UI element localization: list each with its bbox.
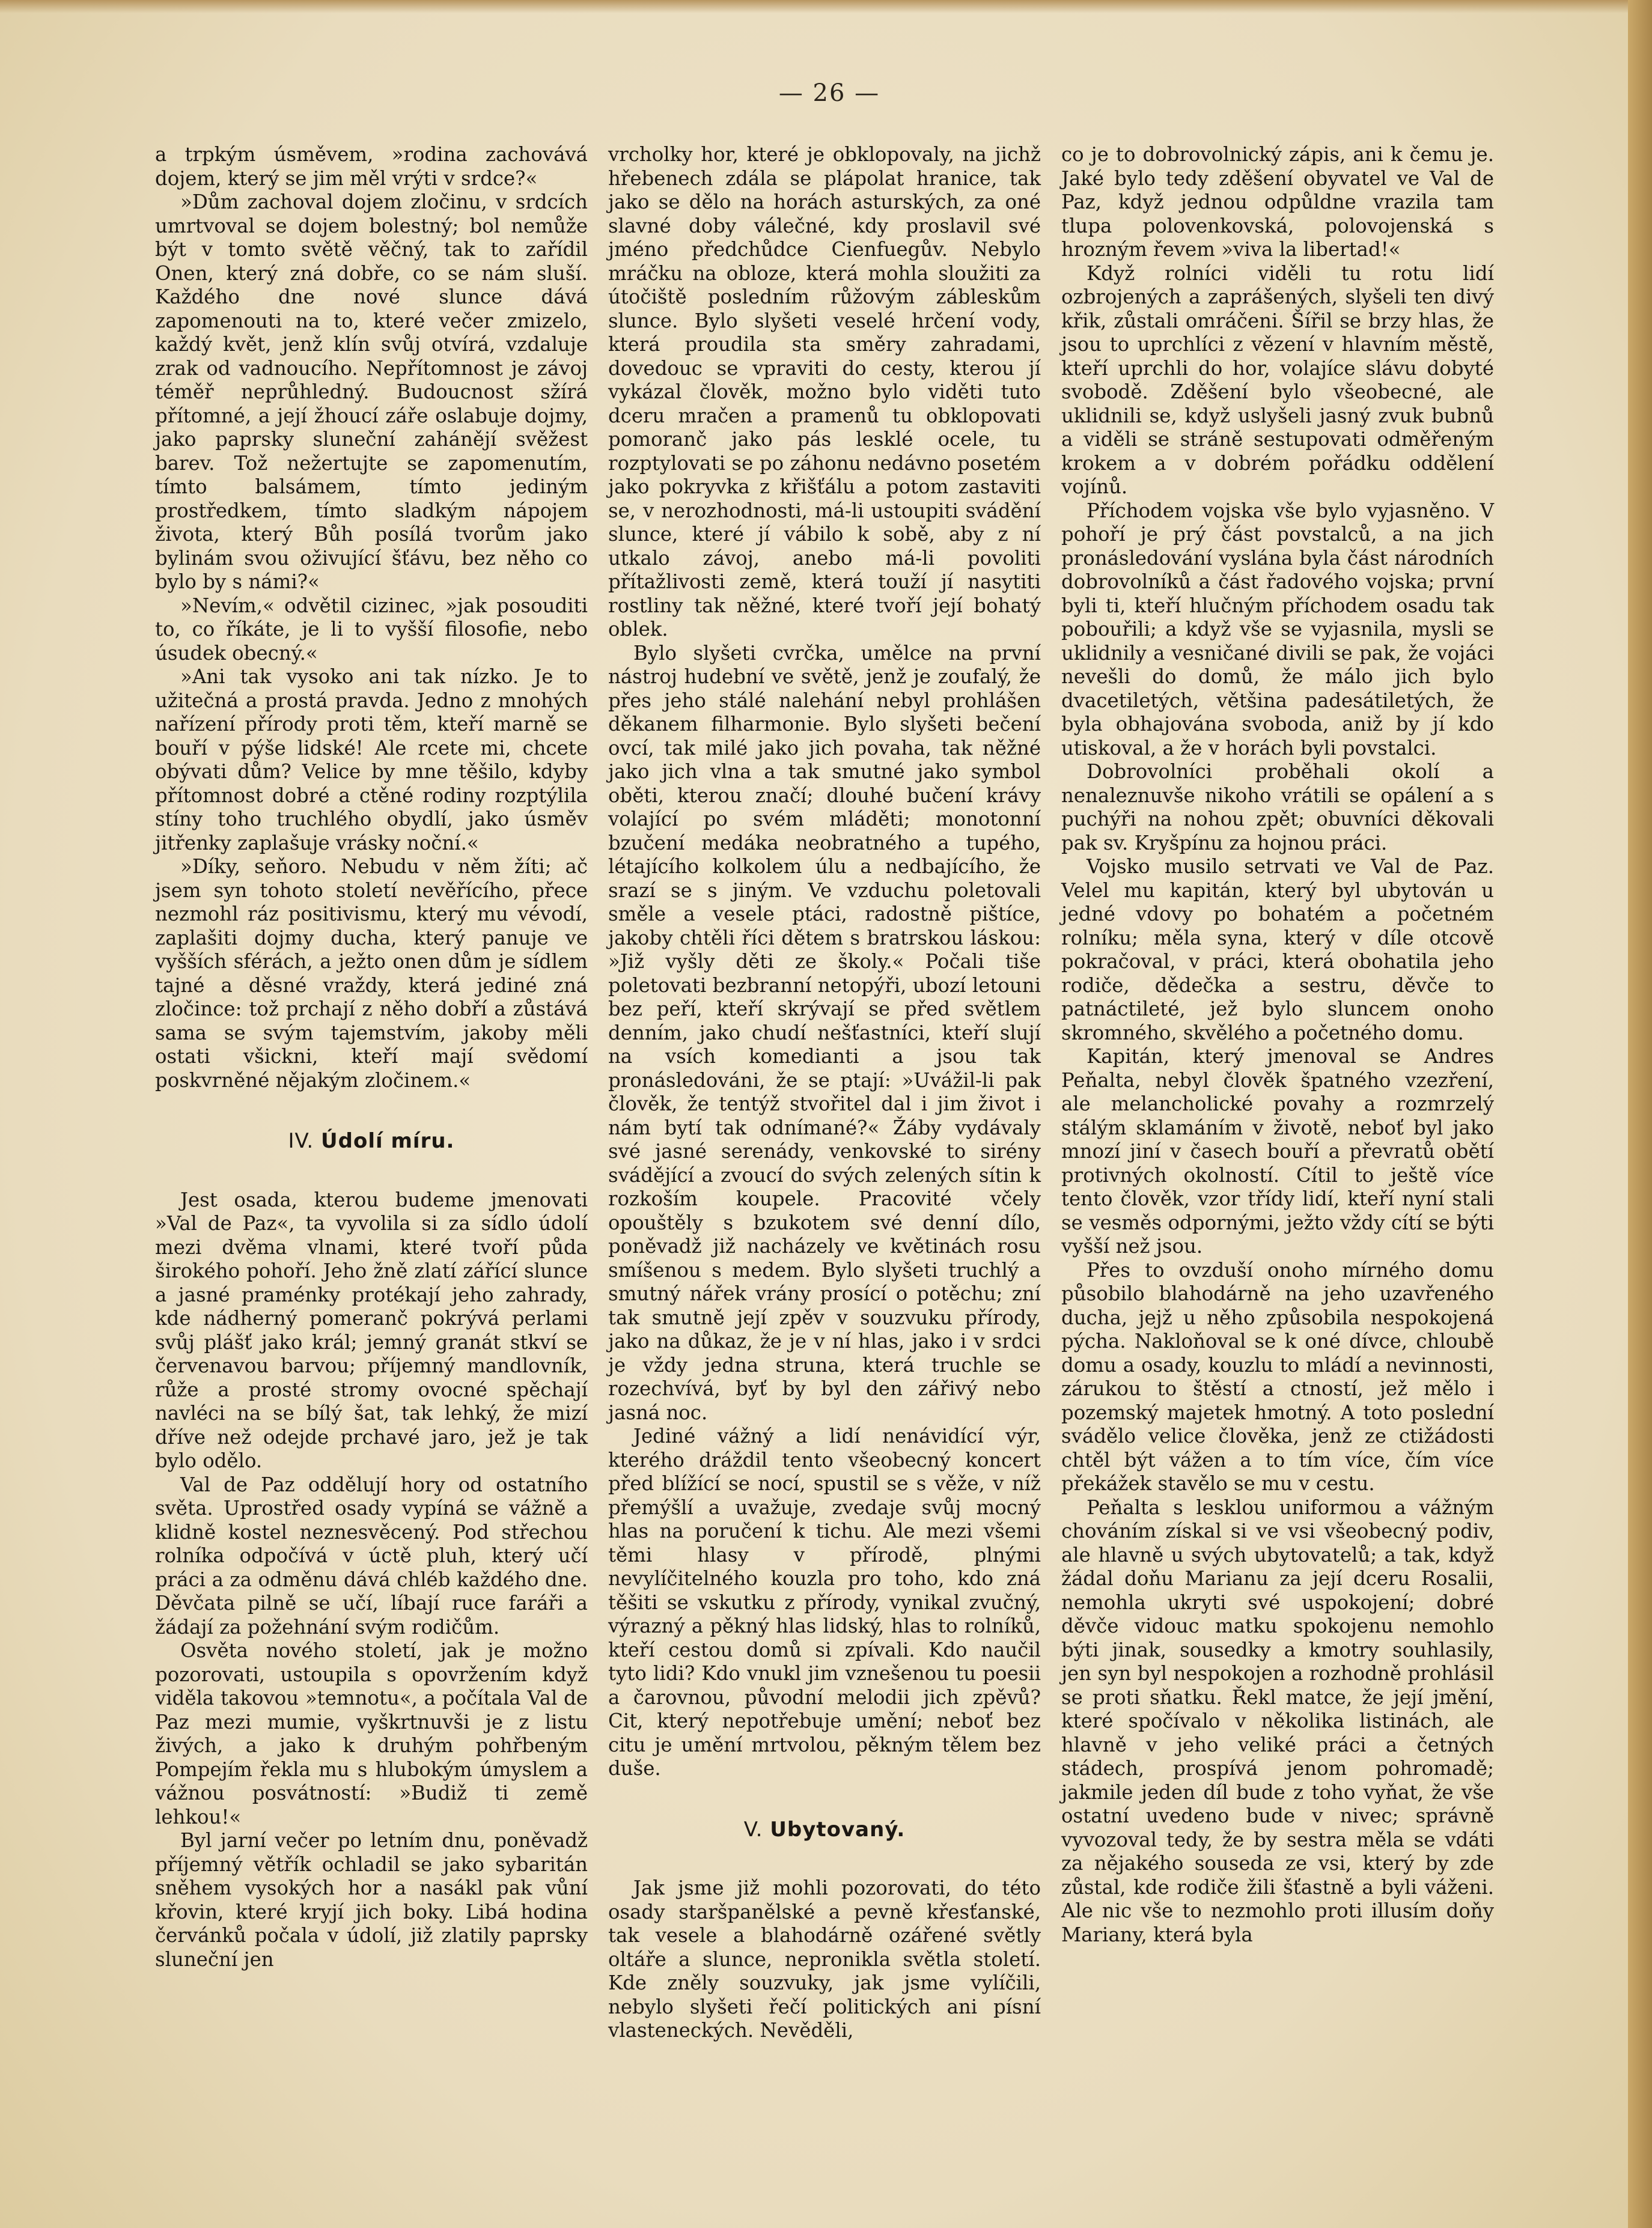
paragraph: »Díky, seňoro. Nebudu v něm žíti; ač jsem syn tohoto století nevěřícího, přece nezmohl ráz positivismu, který mu vévodí, zaplašiti dojmy ducha, který panuje ve vyšších sférách, a ježto onen dům je sídlem tajné a děsné vraždy, která jediné zná zločince: tož prchají z něho dobří a zůstává sama se svým tajemstvím, jakoby měli ostati všickni, kteří mají svědomí poskvrněné nějakým zločinem.« <box>155 855 588 1092</box>
paragraph: Vojsko musilo setrvati ve Val de Paz. Velel mu kapitán, který byl ubytován u jedné vdovy po bohatém a početném rolníku; měla syna, který v díle otcově pokračoval, v práci, která obohatila jeho rodiče, dědečka a sestru, děvče to patnáctileté, jež bylo sluncem onoho skromného, skvělého a početného domu. <box>1061 855 1494 1044</box>
paragraph: a trpkým úsměvem, »rodina zachovává dojem, který se jim měl vrýti v srdce?« <box>155 143 588 190</box>
paragraph: Jediné vážný a lidí nenávidící výr, kterého dráždil tento všeobecný koncert před blížící se nocí, spustil se s věže, v níž přemýšlí a uvažuje, zvedaje svůj mocný hlas na poručení k tichu. Ale mezi všemi těmi hlasy v přírodě, plnými nevylíčitelného kouzla pro toho, kdo zná těšiti se vskutku z přírody, vynikal zvučný, výrazný a pěkný hlas lidský, hlas to rolníků, kteří cestou domů si zpívali. Kdo naučil tyto lidi? Kdo vnukl jim vznešenou tu poesii a čarovnou, původní melodii jich zpěvů? Cit, který nepotřebuje umění; neboť bez citu je umění mrtvolou, pěkným tělem bez duše. <box>608 1425 1041 1780</box>
paper-right-edge <box>1628 0 1652 2228</box>
paragraph: Byl jarní večer po letním dnu, poněvadž příjemný větřík ochladil se jako sybaritán sněhem vysokých hor a nasákl pak vůní křovin, které kryjí jich boky. Libá hodina červánků počala v údolí, již zlatily paprsky sluneční jen <box>155 1829 588 1971</box>
paragraph: »Nevím,« odvětil cizinec, »jak posouditi to, co říkáte, je li to vyšší filosofie, nebo úsudek obecný.« <box>155 594 588 665</box>
paragraph: Peňalta s lesklou uniformou a vážným chováním získal si ve vsi všeobecný podiv, ale hlavně u svých ubytovatelů; a tak, když žádal doňu Marianu za její dceru Rosalii, nemohla ukryti své uspokojení; dobré děvče vidouc matku spokojenu nemohlo býti jinak, sousedky a kmotry souhlasily, jen syn byl nespokojen a rozhodně prohlásil se proti sňatku. Řekl matce, že její jmění, které spočívalo v několika listinách, ale hlavně v jeho veliké práci a četných stádech, prospívá jenom pohromadě; jakmile jeden díl bude z toho vyňat, že vše ostatní uvedeno bude v nivec; správně vyvozoval tedy, že by sestra měla se vdáti za nějakého souseda ze vsi, který by zde zůstal, kde rodiče žili šťastně a byli váženi. Ale nic vše to nezmohlo proti illusím doňy Mariany, která byla <box>1061 1496 1494 1946</box>
chapter-heading-v <box>608 1818 1041 1842</box>
text-column-left <box>155 143 588 1971</box>
paragraph: Přes to ovzduší onoho mírného domu působilo blahodárně na jeho uzavřeného ducha, jejž u něho způsobila nespokojená pýcha. Nakloňoval se k oné dívce, chloubě domu a osady, kouzlu to mládí a nevinnosti, zárukou to štěstí a ctností, jež mělo i pozemský majetek hmotný. A toto poslední svádělo velice člověka, jenž ze ctižádosti chtěl být vážen a to tím více, čím více překážek stavělo se mu v cestu. <box>1061 1258 1494 1495</box>
paragraph: Kapitán, který jmenoval se Andres Peňalta, nebyl člověk špatného vzezření, ale melancholické povahy a rozmrzelý stálým sklamáním v životě, neboť byl jako mnozí jiní v časech bouří a převratů obětí protivných okolností. Cítil to ještě více tento člověk, vzor třídy lidí, kteří nyní stali se vesměs odpornými, ježto vždy cítí se býti vyšší než jsou. <box>1061 1045 1494 1258</box>
paragraph: Jest osada, kterou budeme jmenovati »Val de Paz«, ta vyvolila si za sídlo údolí mezi dvěma vlnami, které tvoří půda širokého pohoří. Jeho žně zlatí zářící slunce a jasné praménky protékají jeho zahrady, kde nádherný pomeranč pokrývá perlami svůj plášť jako král; jemný granát stkví se červenavou barvou; příjemný mandlovník, růže a prosté stromy ovocné spěchají navléci na se bílý šat, tak lehký, že mizí dříve než odejde prchavé jaro, jež je tak bylo odělo. <box>155 1188 588 1472</box>
chapter-number: V. <box>743 1817 763 1842</box>
chapter-number: IV. <box>288 1129 314 1153</box>
chapter-heading-iv <box>155 1130 588 1154</box>
page-number: — 26 — <box>778 79 880 107</box>
chapter-title: Ubytovaný. <box>770 1817 906 1842</box>
paragraph: Dobrovolníci proběhali okolí a nenaleznuvše nikoho vrátili se opálení a s puchýři na nohou zpět; obuvníci děkovali pak sv. Kryšpínu za hojnou práci. <box>1061 760 1494 854</box>
paper-top-edge <box>0 0 1652 13</box>
paragraph: Val de Paz oddělují hory od ostatního světa. Uprostřed osady vypíná se vážně a klidně kostel neznesvěcený. Pod střechou rolníka odpočívá v úctě pluh, který učí práci a za odměnu dává chléb každého dne. Děvčata pilně se učí, líbají ruce faráři a žádají za požehnání svým rodičům. <box>155 1473 588 1639</box>
paragraph: co je to dobrovolnický zápis, ani k čemu je. Jaké bylo tedy zděšení obyvatel ve Val de Paz, když jednou odpůldne vrazila tam tlupa polovenkovská, polovojenská s hrozným řevem »viva la libertad!« <box>1061 143 1494 261</box>
paragraph: Osvěta nového století, jak je možno pozorovati, ustoupila s opovržením když viděla takovou »temnotu«, a počítala Val de Paz mezi mumie, vyškrtnuvši je z listu živých, a jako k druhým pohřbeným Pompejím řekla mu s hlubokým úmyslem a vážnou posvátností: »Budiž ti země lehkou!« <box>155 1639 588 1828</box>
paragraph: Příchodem vojska vše bylo vyjasněno. V pohoří je prý část povstalců, a na jich pronásledování vyslána byla část národních dobrovolníků a část řadového vojska; první byli ti, kteří hlučným příchodem osadu tak pobouřili; a když vše se vyjasnila, mysli se uklidnily a vesničané divili se pak, že vojáci nevešli do domů, že málo jich bylo dvacetiletých, většina padesátiletých, že byla obhajována svoboda, aniž by jí kdo utiskoval, a že v horách byli povstalci. <box>1061 499 1494 759</box>
paragraph: »Ani tak vysoko ani tak nízko. Je to užitečná a prostá pravda. Jedno z mnohých nařízení přírody proti těm, kteří marně se bouří v pýše lidské! Ale rcete mi, chcete obývati dům? Velice by mne těšilo, kdyby přítomnost dobré a ctěné rodiny rozptýlila stíny toho truchlého obydlí, jako úsměv jitřenky zaplašuje vrásky noční.« <box>155 665 588 854</box>
text-column-right <box>1061 143 1494 1947</box>
paragraph: »Dům zachoval dojem zločinu, v srdcích umrtvoval se dojem bolestný; bol nemůže být v tomto světě věčný, tak to zařídil Onen, který zná dobře, co se nám sluší. Každého dne nové slunce dává zapomenouti na to, které večer zmizelo, každý květ, jenž klín svůj otvírá, vzdaluje zrak od vadnoucího. Nepřítomnost je závoj téměř neprůhledný. Budoucnost sžírá přítomné, a její žhoucí záře oslabuje dojmy, jako paprsky sluneční zahánějí svěžest barev. Tož nežertujte se zapomenutím, tímto balsámem, tímto jediným prostředkem, tímto sladkým nápojem života, který Bůh posílá tvorům jako bylinám svou oživující šťávu, bez něho co bylo by s námi?« <box>155 190 588 593</box>
paragraph: Když rolníci viděli tu rotu lidí ozbrojených a zaprášených, slyšeli ten divý křik, zůstali omráčeni. Šířil se brzy hlas, že jsou to uprchlíci z vězení v hlavním městě, kteří uprchli do hor, volajíce slávu dobyté svobodě. Zděšení bylo všeobecné, ale uklidnili se, když uslyšeli jasný zvuk bubnů a viděli se stráně sestupovati odměřeným krokem a v dobrém pořádku oddělení vojínů. <box>1061 261 1494 498</box>
paragraph: Bylo slyšeti cvrčka, umělce na první nástroj hudební ve světě, jenž je zoufalý, že přes jeho stálé nalehání nebyl prohlášen děkanem filharmonie. Bylo slyšeti bečení ovcí, tak milé jako jich povaha, tak něžné jako jich vlna a tak smutné jako symbol oběti, kterou značí; dlouhé bučení krávy volající po svém mláděti; monotonní bzučení medáka neobratného a tupého, létajícího kolkolem úlu a nedbajícího, že srazí se s jiným. Ve vzduchu poletovali směle a vesele ptáci, radostně pištíce, jakoby chtěli říci dětem s bratrskou láskou: »Již vyšly děti ze školy.« Počali tiše poletovati bezbranní netopýři, ubozí letouni bez peří, kteří skrývají se před světlem denním, jako chudí nešťastníci, kteří slují na vsích komedianti a jsou tak pronásledováni, že se ptají: »Uvážil-li pak člověk, že tentýž stvořitel dal i jim život i nám bytí tak odnímané?« Žáby vydávaly své jasné serenády, venkovské to sirény svádějící a zvoucí do svých zelených sítin k rozkoším koupele. Pracovité včely opouštěly s bzukotem své denní dílo, poněvadž již nacházely ve květinách rosu smíšenou s medem. Bylo slyšeti truchlý a smutný nářek vrány prosící o potěchu; zní tak smutně její zpěv v souzvuku přírody, jako na důkaz, že je v ní hlas, jako i v srdci je vždy jedna struna, která truchle se rozechvívá, byť by byl den zářivý nebo jasná noc. <box>608 641 1041 1424</box>
paragraph: vrcholky hor, které je obklopovaly, na jichž hřebenech zdála se plápolat hranice, tak jako se dělo na horách asturských, za oné slavné doby válečné, kdy proslavil své jméno předchůdce Cienfuegův. Nebylo mráčku na obloze, která mohla sloužiti za útočiště posledním růžovým zábleskům slunce. Bylo slyšeti veselé hrčení vody, která proudila sta směry zahradami, dovedouc se vpraviti do cesty, kterou jí vykázal člověk, možno bylo viděti tuto dceru mračen a pramenů tu obklopovati pomoranč jako pás lesklé ocele, tu rozptylovati se po záhonu nedávno posetém jako pokryvka z křišťálu a potom zastaviti se, v nerozhodnosti, má-li ustoupiti svádění slunce, které jí vábilo k sobě, aby z ní utkalo závoj, anebo má-li povoliti přítažlivosti země, která touží jí nasytiti rostliny tak něžné, které tvoří její bohatý oblek. <box>608 143 1041 641</box>
text-column-middle <box>608 143 1041 2043</box>
chapter-title: Údolí míru. <box>321 1129 455 1153</box>
paragraph: Jak jsme již mohli pozorovati, do této osady staršpanělské a pevně křesťanské, tak vesele a blahodárně ozářené světly oltáře a slunce, nepronikla světla století. Kde zněly souzvuky, jak jsme vylíčili, nebylo slyšeti řečí politických ani písní vlasteneckých. Nevěděli, <box>608 1876 1041 2042</box>
